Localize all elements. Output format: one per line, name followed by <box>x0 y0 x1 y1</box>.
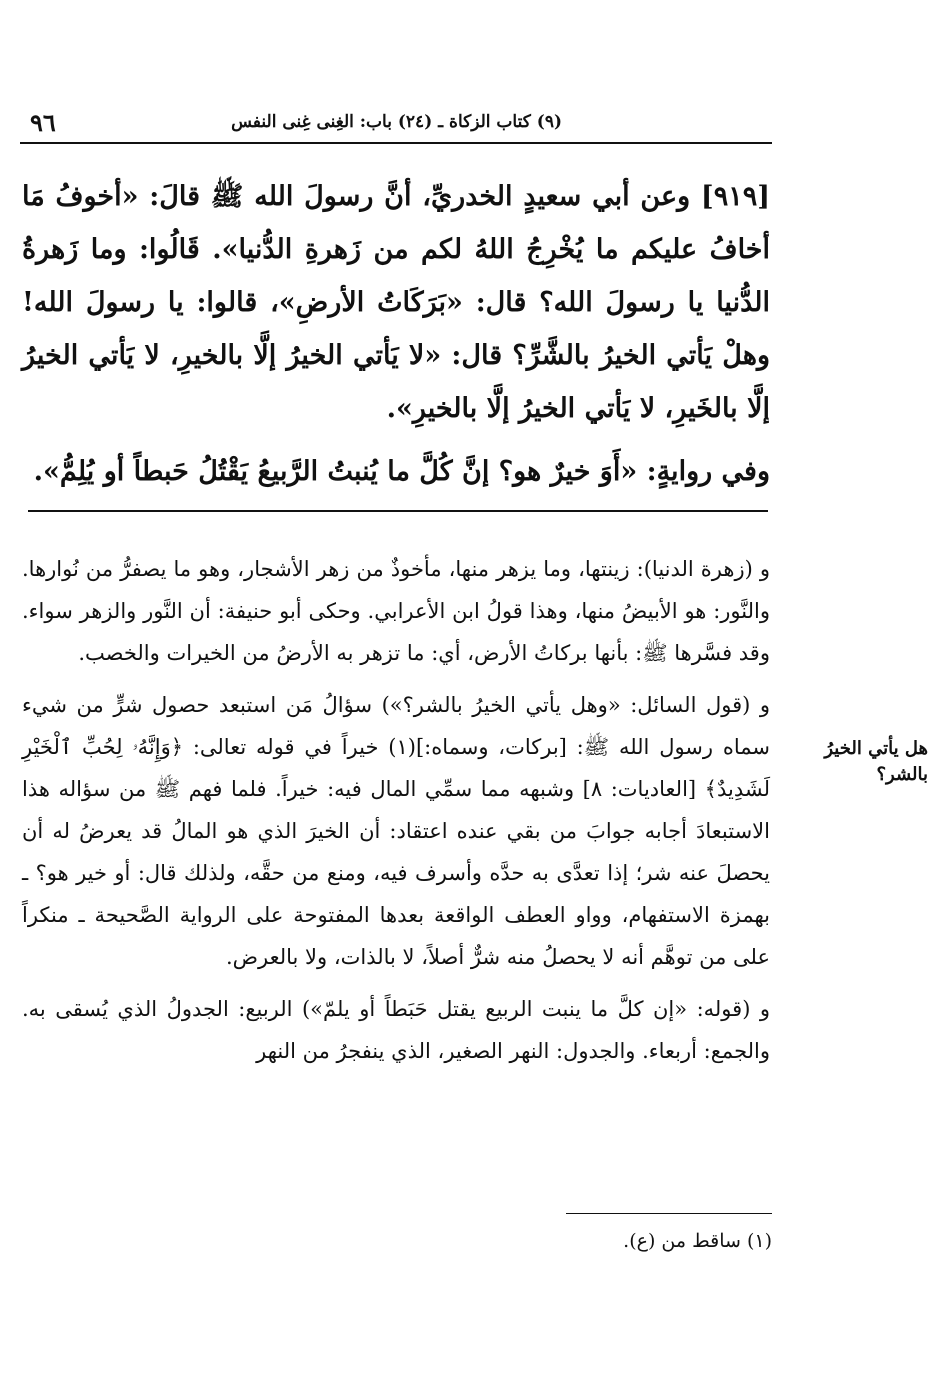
section-divider <box>28 510 768 512</box>
hadith-number: [٩١٩] <box>700 181 770 212</box>
margin-note: هل يأتي الخيرُ بالشر؟ <box>824 738 928 785</box>
hadith-variant: وفي روايةٍ: «أَوَ خيرٌ هو؟ إنَّ كُلَّ ما يُنبتُ الرَّبيعُ يَقْتُلُ حَبطاً أو يُلِمُّ». <box>33 456 770 487</box>
commentary-paragraph-3: و (قوله: «إن كلَّ ما ينبت الربيع يقتل حَبَطاً أو يلمّ») الربيع: الجدولُ الذي يُسقى به. والجمع: أربعاء. والجدول: النهر الصغير، الذي ينفجرُ من النهر <box>22 997 770 1063</box>
commentary-block <box>22 548 770 1082</box>
hadith-text: وعن أبي سعيدٍ الخدريِّ، أنَّ رسولَ الله ﷺ قالَ: «أخوفُ مَا أخافُ عليكم ما يُخْرِجُ اللهُ لكم من زَهرةِ الدُّنيا». قَالُوا: وما زَهرةُ الدُّنيا يا رسولَ الله؟ قال: «بَرَكَاتُ الأرضِ»، قالوا: يا رسولَ الله! وهلْ يَأتي الخيرُ بالشَّرِّ؟ قال: «لا يَأتي الخيرُ إلَّا بالخيرِ، لا يَأتي الخيرُ إلَّا بالخَيرِ، لا يَأتي الخيرُ إلَّا بالخيرِ». <box>22 181 770 424</box>
commentary-paragraph-1: و (زهرة الدنيا): زينتها، وما يزهر منها، مأخوذٌ من زهر الأشجار، وهو ما يصفرُّ من نُوارها. والنَّور: هو الأبيضُ منها، وهذا قولُ ابن الأعرابي. وحكى أبو حنيفة: أن النَّور والزهر سواء. وقد فسَّرها ﷺ: بأنها بركاتُ الأرض، أي: ما تزهر به الأرضُ من الخيرات والخصب. <box>22 557 770 665</box>
commentary-paragraph-2: و (قول السائل: «وهل يأتي الخيرُ بالشر؟») سؤالُ مَن استبعد حصول شرٍّ من شيء سماه رسول الله ﷺ: [بركات، وسماه:](١) خيراً في قوله تعالى: ﴿وَإِنَّهُۥ لِحُبِّ ٱلْخَيْرِ لَشَدِيدٌ﴾ [العاديات: ٨] وشبهه مما سمِّي المال فيه: خيراً. فلما فهم ﷺ من سؤاله هذا الاستبعادَ أجابه جوابَ من بقي عنده اعتقاد: أن الخيرَ الذي هو المالُ قد يعرضُ له أن يحصلَ عنه شر؛ إذا تعدَّى به حدَّه وأسرف فيه، ومنع من حقَّه، ولذلك قال: أو خير هو؟ ـ بهمزة الاستفهام، وواو العطف الواقعة بعدها المفتوحة على الرواية الصَّحيحة ـ منكراً على من توهَّم أنه لا يحصلُ منه شرٌّ أصلاً، لا بالذات، ولا بالعرض. <box>22 693 770 969</box>
hadith-paragraph <box>22 170 770 435</box>
hadith-block <box>22 170 770 498</box>
page-header <box>20 108 772 144</box>
page-number: ٩٦ <box>30 108 56 137</box>
footnote-rule <box>566 1213 772 1214</box>
running-title: (٩) كتاب الزكاة ـ (٢٤) باب: الغِنى غِنى النفس <box>231 112 562 132</box>
footnote: (١) ساقط من (ع). <box>623 1230 772 1252</box>
